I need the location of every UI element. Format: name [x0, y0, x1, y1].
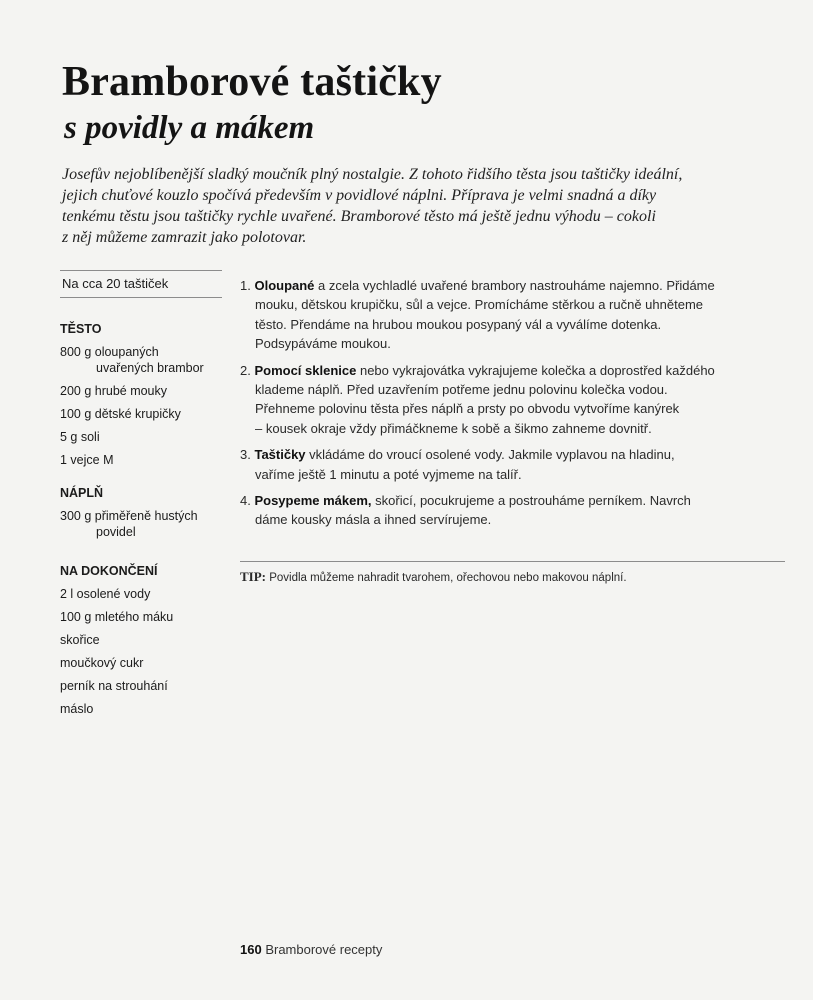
step-lead: Pomocí sklenice — [254, 362, 357, 378]
step-lead: Oloupané — [254, 278, 315, 293]
ingredient-item: 100 g mletého máku — [60, 610, 174, 624]
step-text: – kousek okraje vždy přimáčkneme k sobě a šikmo zahneme dovnitř. — [255, 420, 652, 436]
tip-note — [240, 569, 627, 585]
ingredient-item: moučkový cukr — [60, 656, 144, 670]
step-text: vkládáme do vroucí osolené vody. Jakmile vyplavou na hladinu, — [305, 447, 675, 463]
step-lead: Taštičky — [254, 447, 306, 463]
page-footer — [240, 942, 382, 957]
step-text: vaříme ještě 1 minutu a poté vyjmeme na talíř. — [255, 466, 522, 482]
intro-line: jejich chuťové kouzlo spočívá především v povidlové náplni. Příprava je velmi snadná a díky — [62, 187, 657, 204]
servings-label: Na cca 20 taštiček — [60, 270, 222, 298]
tip-text: Povidla můžeme nahradit tvarohem, ořechovou nebo makovou náplní. — [266, 572, 627, 584]
ingredient-item: 1 vejce M — [60, 453, 114, 467]
ingredient-item: 100 g dětské krupičky — [60, 407, 181, 421]
section-title-testo: TĚSTO — [60, 322, 102, 336]
method-column — [240, 276, 785, 537]
ingredient-list-dokonceni — [60, 586, 222, 717]
step-text: Podsypáváme moukou. — [255, 336, 391, 352]
tip-divider — [240, 561, 785, 562]
intro-line: tenkému těstu jsou taštičky rychle uvařené. Bramborové těsto má ještě jednu výhodu – cokoli — [62, 208, 656, 225]
ingredient-list-testo — [60, 344, 222, 468]
method-step — [240, 491, 785, 530]
ingredient-item: skořice — [60, 633, 100, 647]
method-steps — [240, 276, 785, 530]
recipe-subtitle: s povidly a mákem — [64, 110, 315, 146]
step-text: těsto. Přendáme na hrubou moukou posypaný vál a vyválíme dotenka. — [255, 316, 662, 332]
step-number: 3. — [240, 447, 251, 463]
step-text: klademe náplň. Před uzavřením potřeme jednu polovinu kolečka vodou. — [255, 382, 668, 398]
step-text: skořicí, pocukrujeme a postrouháme perníkem. Navrch — [371, 493, 691, 509]
intro-line: Josefův nejoblíbenější sladký moučník plný nostalgie. Z tohoto řidšího těsta jsou taštičky ideální, — [62, 166, 683, 183]
tip-label: TIP: — [240, 569, 266, 584]
ingredient-item: 5 g soli — [60, 430, 100, 444]
footer-section: Bramborové recepty — [261, 942, 383, 957]
step-text: a zcela vychladlé uvařené brambory nastrouháme najemno. Přidáme — [314, 278, 715, 293]
step-lead: Posypeme mákem, — [254, 493, 372, 509]
method-step — [240, 276, 785, 354]
method-step — [240, 361, 785, 439]
ingredient-item: 2 l osolené vody — [60, 587, 151, 601]
ingredients-column — [60, 270, 222, 724]
step-number: 1. — [240, 278, 251, 293]
step-text: Přehneme polovinu těsta přes náplň a prsty po obvodu vytvoříme kanýrek — [255, 401, 680, 417]
step-text: nebo vykrajovátka vykrajujeme kolečka a doprostřed každého — [356, 362, 715, 378]
step-text: dáme kousky másla a ihned servírujeme. — [255, 512, 492, 528]
ingredient-item: perník na strouhání — [60, 679, 168, 693]
page-number: 160 — [240, 942, 262, 957]
recipe-title: Bramborové taštičky — [62, 59, 442, 105]
ingredient-item: 200 g hrubé mouky — [60, 384, 168, 398]
step-number: 4. — [240, 493, 251, 509]
intro-paragraph — [62, 164, 782, 248]
step-text: mouku, dětskou krupičku, sůl a vejce. Promícháme stěrkou a ručně uhněteme — [255, 297, 703, 313]
ingredient-item: 800 g oloupaných uvařených brambor — [60, 345, 204, 375]
step-number: 2. — [240, 362, 251, 378]
section-title-dokonceni: NA DOKONČENÍ — [60, 564, 158, 578]
intro-line: z něj můžeme zamrazit jako polotovar. — [62, 229, 307, 246]
section-title-napln: NÁPLŇ — [60, 486, 104, 500]
ingredient-item: máslo — [60, 702, 94, 716]
ingredient-item: 300 g přiměřeně hustých povidel — [60, 509, 198, 539]
method-step — [240, 445, 785, 484]
ingredient-list-napln — [60, 508, 222, 540]
